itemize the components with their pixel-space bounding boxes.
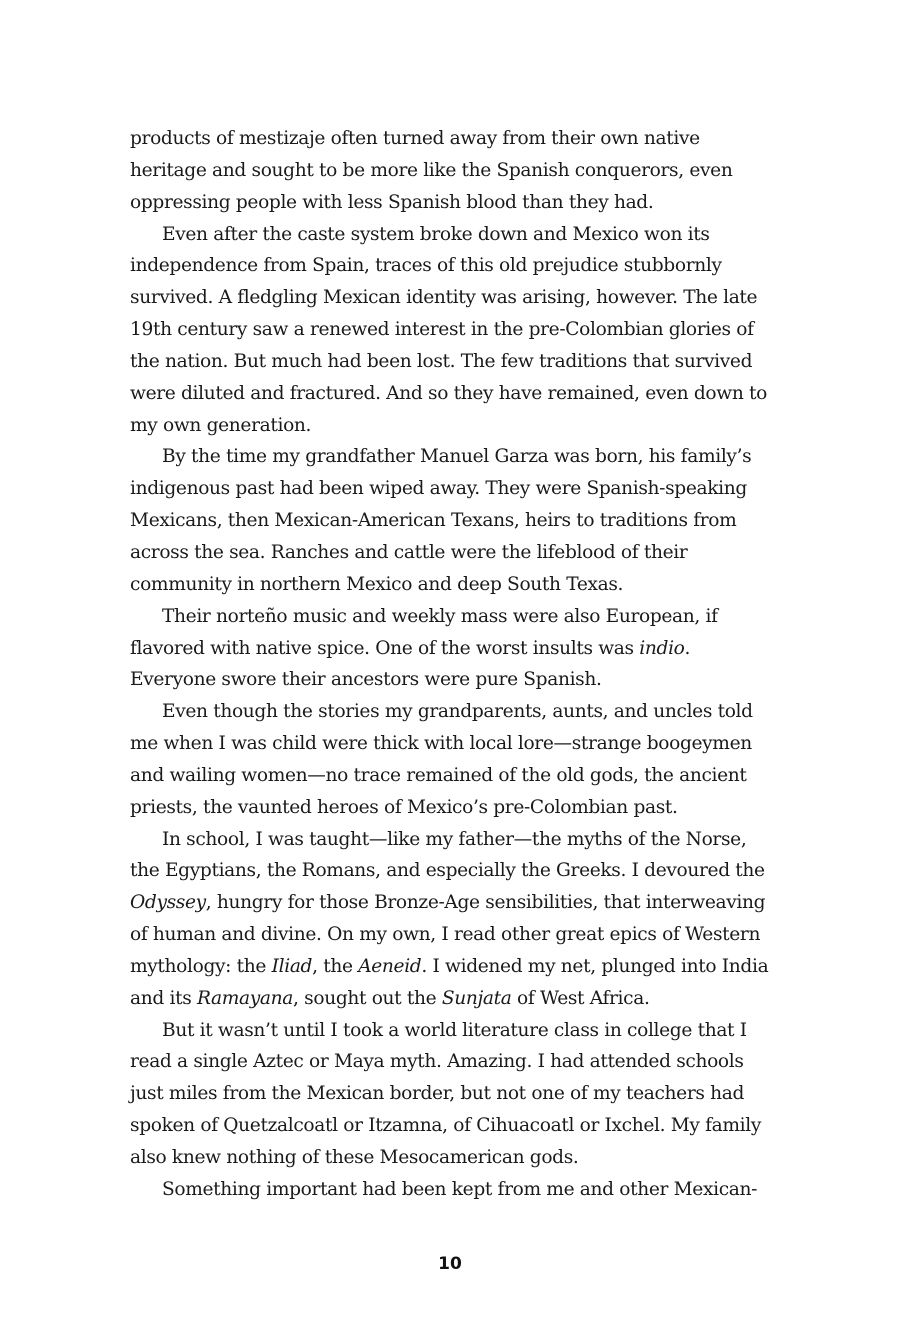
text-run: , the [312, 955, 359, 977]
paragraph [130, 601, 775, 697]
text-run: , hungry for those Bronze-Age sensibilities, that interweaving of human and divine. On my own, I read other great epics of Western mythology: the [130, 892, 766, 977]
italic-title: Aeneid [358, 955, 422, 977]
page-number: 10 [438, 1254, 462, 1274]
body-text [130, 123, 775, 1206]
paragraph [130, 441, 775, 600]
text-run: , sought out the [293, 987, 442, 1009]
text-run: Something important had been kept from me and other Mexican- [162, 1178, 758, 1200]
text-run: Even after the caste system broke down and Mexico won its independence from Spain, traces of this old prejudice stubbornly survived. A fledgling Mexican identity was arising, however. The late 19th century saw a renewed interest in the pre-Colombian glories of the nation. But much had been lost. The few traditions that survived were diluted and fractured. And so they have remained, even down to my own generation. [130, 223, 767, 436]
text-run: But it wasn’t until I took a world literature class in college that I read a single Aztec or Maya myth. Amazing. I had attended schools just miles from the Mexican border, but not one of my teachers had spoken of Quetzalcoatl or Itzamna, of Cihuacoatl or Ixchel. My family also knew nothing of these Mesocamerican gods. [130, 1019, 762, 1168]
text-run: In school, I was taught—like my father—the myths of the Norse, the Egyptians, the Romans, and especially the Greeks. I devoured the [130, 828, 765, 882]
paragraph [130, 1174, 775, 1206]
text-run: By the time my grandfather Manuel Garza was born, his family’s indigenous past had been wiped away. They were Spanish-speaking Mexicans, then Mexican-American Texans, heirs to traditions from across the sea. Ranches and cattle were the lifeblood of their community in northern Mexico and deep South Texas. [130, 446, 752, 595]
italic-title: Iliad [271, 955, 313, 977]
text-run: of West Africa. [511, 987, 650, 1009]
paragraph [130, 219, 775, 442]
italic-title: Ramayana [196, 987, 294, 1009]
paragraph [130, 824, 775, 1015]
text-run: . I widened my net, plunged into India and its [130, 955, 769, 1009]
text-run: . Everyone swore their ancestors were pure Spanish. [130, 637, 691, 691]
italic-title: indio [639, 637, 685, 659]
italic-title: Odyssey [130, 892, 206, 914]
paragraph [130, 696, 775, 823]
text-run: Even though the stories my grandparents, aunts, and uncles told me when I was child were thick with local lore—strange boogeymen and wailing women—no trace remained of the old gods, the ancient priests, the vaunted heroes of Mexico’s pre-Colombian past. [130, 701, 753, 818]
text-run: Their norteño music and weekly mass were also European, if flavored with native spice. One of the worst insults was [130, 605, 718, 659]
text-run: products of mestizaje often turned away from their own native heritage and sought to be more like the Spanish conquerors, even oppressing people with less Spanish blood than they had. [130, 128, 733, 213]
italic-title: Sunjata [441, 987, 512, 1009]
paragraph [130, 1015, 775, 1174]
paragraph [130, 123, 775, 219]
